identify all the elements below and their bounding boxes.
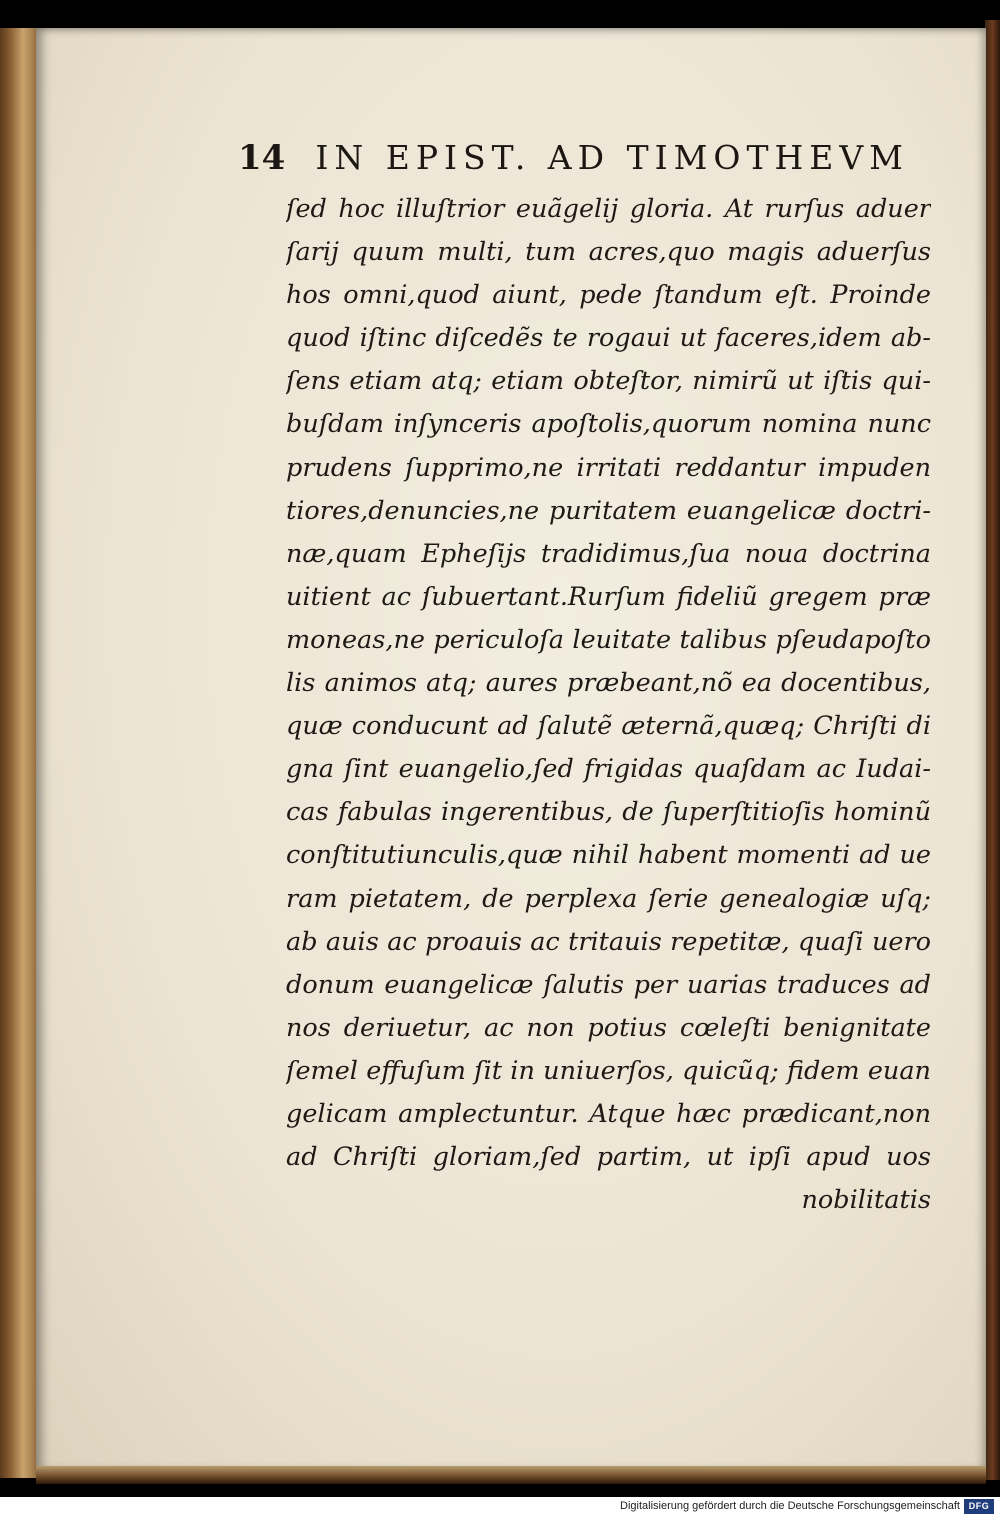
book-edge-bottom	[36, 1466, 986, 1484]
page-number: 14	[238, 138, 286, 178]
text-line: ſarij quum multi, tum acres,quo magis aduerſus	[286, 237, 931, 268]
text-line: conſtitutiunculis,quæ nihil habent momenti ad ue	[286, 840, 931, 871]
text-line: hos omni,quod aiunt, pede ſtandum eſt. Proinde	[286, 280, 931, 311]
text-line: donum euangelicæ ſalutis per uarias traduces ad	[286, 969, 931, 1000]
text-line: gna ſint euangelio,ſed frigidas quaſdam ac Iudai-	[286, 754, 931, 785]
text-line: moneas,ne periculoſa leuitate talibus pſeudapoſto	[286, 624, 931, 655]
text-line: ram pietatem, de perplexa ſerie genealogiæ uſq;	[286, 883, 931, 914]
text-line: tiores,denuncies,ne puritatem euangelicæ doctri-	[286, 495, 931, 526]
text-line: quæ conducunt ad ſalutẽ æternã,quæq; Chriſti di	[286, 711, 931, 742]
text-line: næ,quam Epheſijs tradidimus,ſua noua doctrina	[286, 538, 931, 569]
text-line: lis animos atq; aures præbeant,nõ ea docentibus,	[286, 668, 931, 699]
book-edge-right	[985, 20, 1000, 1480]
text-line: ſemel effuſum ſit in uniuerſos, quicũq; fidem euan	[286, 1055, 931, 1086]
text-line: nos deriuetur, ac non potius cœleſti benignitate	[286, 1012, 931, 1043]
text-line: ſed hoc illuſtrior euãgelij gloria. At rurſus aduer	[286, 194, 931, 224]
text-line: ſens etiam atq; etiam obteſtor, nimirũ ut iſtis qui-	[286, 366, 931, 397]
text-line: buſdam inſynceris apoſtolis,quorum nomina nunc	[286, 409, 931, 440]
dfg-logo-icon: DFG	[964, 1499, 994, 1514]
body-text	[286, 188, 931, 1222]
text-line: ad Chriſti gloriam,ſed partim, ut ipſi apud uos	[286, 1142, 931, 1173]
catchword: nobilitatis	[801, 1185, 931, 1216]
text-line: gelicam amplectuntur. Atque hæc prædicant,non	[286, 1098, 931, 1129]
text-line: prudens ſupprimo,ne irritati reddantur impuden	[286, 452, 931, 483]
text-line: cas fabulas ingerentibus, de ſuperſtitioſis hominũ	[286, 797, 931, 828]
text-line: uitient ac ſubuertant.Rurſum fideliũ gregem præ	[286, 581, 931, 612]
running-head	[238, 138, 928, 182]
text-line: quod iſtinc diſcedẽs te rogaui ut faceres,idem ab-	[286, 323, 931, 354]
footer-credit: Digitalisierung gefördert durch die Deutsche Forschungsgemeinschaft	[620, 1500, 960, 1512]
running-title: IN EPIST. AD TIMOTHEVM	[315, 138, 909, 177]
digitization-footer	[0, 1497, 1000, 1518]
text-line: ab auis ac proauis ac tritauis repetitæ, quaſi uero	[286, 926, 931, 957]
